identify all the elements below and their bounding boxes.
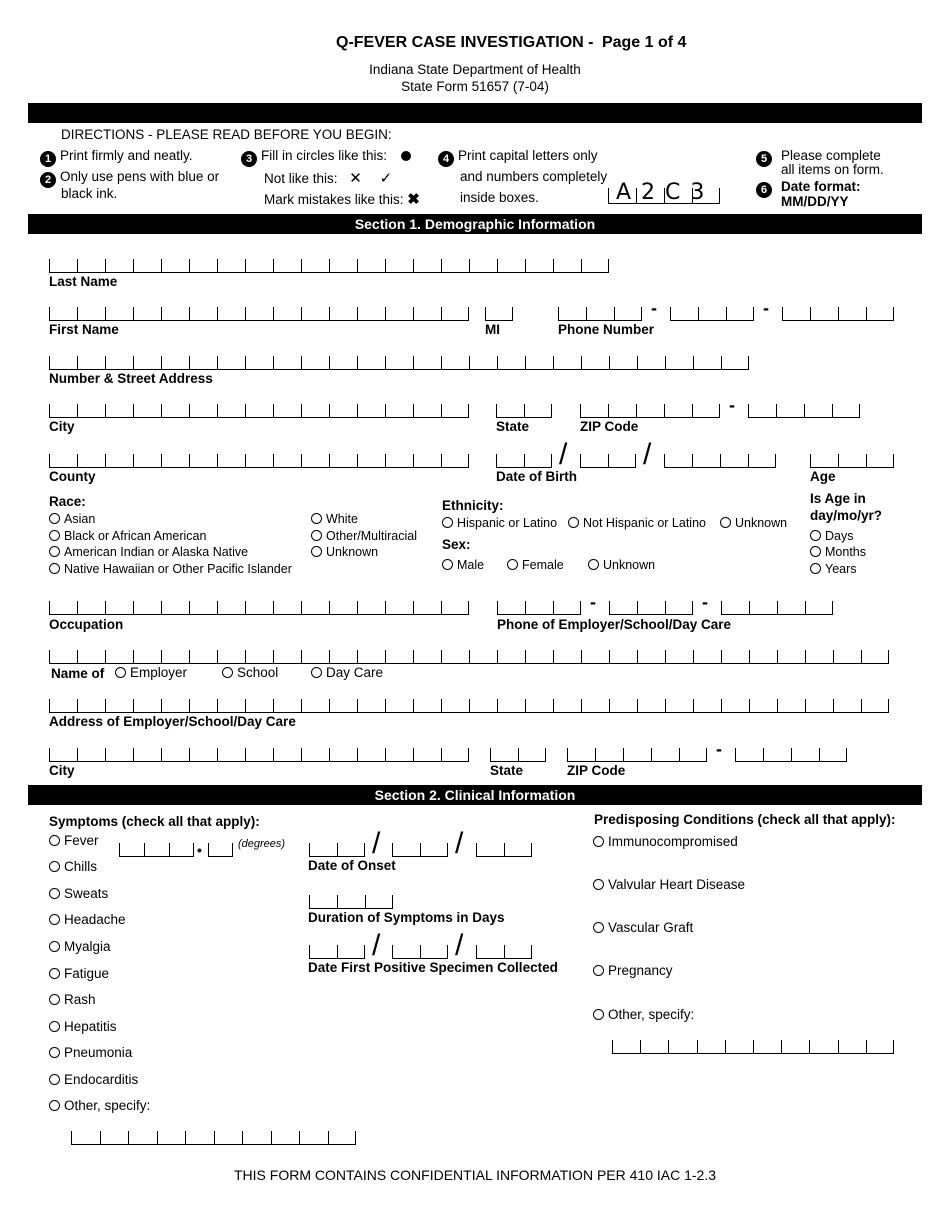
ethnicity-unknown-label: Unknown — [735, 516, 788, 530]
age-unit-months-label: Months — [825, 545, 866, 559]
radio-icon — [311, 667, 322, 678]
form-number: State Form 51657 (7-04) — [401, 79, 549, 94]
symptom-headache[interactable] — [49, 912, 126, 927]
page-indicator: Page 1 of 4 — [601, 34, 687, 51]
predisposing-label: Predisposing Conditions (check all that apply): — [594, 812, 896, 827]
direction-5-text-a: Please complete — [781, 148, 881, 163]
employer-zip-label: ZIP Code — [567, 763, 626, 778]
ethnicity-unknown[interactable] — [720, 516, 787, 530]
symptom-fatigue[interactable] — [49, 966, 109, 981]
phone-label: Phone Number — [558, 322, 655, 337]
phone-line-input[interactable] — [782, 307, 894, 321]
decimal-point: • — [197, 842, 202, 858]
direction-6-text-a: Date format: — [781, 179, 861, 194]
age-unit-months[interactable] — [810, 545, 866, 559]
predisposing-vascular-graft-label: Vascular Graft — [608, 920, 694, 935]
checkbox-circle-icon — [49, 994, 60, 1005]
filled-circle-icon — [401, 151, 411, 161]
name-of-daycare[interactable] — [311, 665, 383, 680]
last-name-label: Last Name — [49, 274, 118, 289]
zip-input[interactable] — [580, 404, 720, 418]
employer-phone-label: Phone of Employer/School/Day Care — [497, 617, 732, 632]
symptom-rash[interactable] — [49, 992, 96, 1007]
checkbox-circle-icon — [593, 879, 604, 890]
duration-label: Duration of Symptoms in Days — [308, 910, 505, 925]
dob-slash-1: / — [559, 438, 568, 471]
checkbox-circle-icon — [49, 1021, 60, 1032]
radio-icon — [222, 667, 233, 678]
radio-icon — [588, 559, 599, 570]
direction-3c — [264, 190, 420, 208]
radio-icon — [49, 563, 60, 574]
mi-label: MI — [485, 322, 500, 337]
race-asian[interactable] — [49, 512, 95, 526]
sex-unknown[interactable] — [588, 558, 655, 572]
fever-decimal-input[interactable] — [208, 843, 233, 857]
symptom-fatigue-label: Fatigue — [64, 966, 110, 981]
checkbox-circle-icon — [49, 835, 60, 846]
race-multiracial[interactable] — [311, 529, 417, 543]
race-pacific-islander-label: Native Hawaiian or Other Pacific Islander — [64, 562, 292, 576]
race-white-label: White — [326, 512, 358, 526]
symptom-chills-label: Chills — [64, 859, 98, 874]
mistake-mark-icon: ✖ — [407, 191, 420, 208]
num-3-icon: 3 — [241, 151, 257, 167]
radio-icon — [311, 530, 322, 541]
zip-ext-input[interactable] — [748, 404, 860, 418]
radio-icon — [115, 667, 126, 678]
city-label: City — [49, 419, 75, 434]
num-6-icon: 6 — [756, 182, 772, 198]
first-name-label: First Name — [49, 322, 119, 337]
radio-icon — [311, 546, 322, 557]
check-mark-icon: ✓ — [379, 170, 393, 187]
dob-day-input[interactable] — [580, 454, 636, 468]
sex-unknown-label: Unknown — [603, 558, 656, 572]
race-american-indian-label: American Indian or Alaska Native — [64, 545, 249, 559]
checkbox-circle-icon — [49, 1100, 60, 1111]
ethnicity-not-hispanic-label: Not Hispanic or Latino — [583, 516, 706, 530]
checkbox-circle-icon — [49, 861, 60, 872]
radio-icon — [568, 517, 579, 528]
agency-name: Indiana State Department of Health — [369, 62, 581, 77]
first-positive-slash-1: / — [372, 929, 381, 962]
symptom-fever[interactable] — [49, 833, 99, 848]
employer-zip-ext-input[interactable] — [735, 748, 847, 762]
predisposing-immunocompromised-label: Immunocompromised — [608, 834, 738, 849]
sex-female[interactable] — [507, 558, 564, 572]
direction-4c: inside boxes. — [460, 190, 539, 205]
state-label: State — [496, 419, 530, 434]
employer-address-label: Address of Employer/School/Day Care — [49, 714, 296, 729]
race-unknown[interactable] — [311, 545, 378, 559]
dob-slash-2: / — [643, 438, 652, 471]
duration-input[interactable] — [309, 895, 393, 909]
num-4-icon: 4 — [438, 151, 454, 167]
symptom-myalgia[interactable] — [49, 939, 111, 954]
direction-3b — [264, 169, 392, 187]
predisposing-pregnancy[interactable] — [593, 963, 673, 978]
employer-phone-dash-1: - — [590, 592, 596, 612]
race-black[interactable] — [49, 529, 206, 543]
dob-month-input[interactable] — [496, 454, 552, 468]
age-unit-label-1: Is Age in — [810, 491, 866, 506]
checkbox-circle-icon — [49, 941, 60, 952]
county-label: County — [49, 469, 96, 484]
direction-4 — [438, 148, 598, 167]
radio-icon — [311, 513, 322, 524]
checkbox-circle-icon — [593, 836, 604, 847]
race-asian-label: Asian — [64, 512, 96, 526]
symptom-hepatitis-label: Hepatitis — [64, 1019, 117, 1034]
employer-name-input[interactable] — [49, 650, 889, 664]
checkbox-circle-icon — [49, 1047, 60, 1058]
direction-2b: black ink. — [61, 186, 118, 201]
onset-day-input[interactable] — [392, 843, 448, 857]
predisposing-valvular-label: Valvular Heart Disease — [608, 877, 746, 892]
phone-dash-1: - — [651, 298, 657, 318]
employer-address-input[interactable] — [49, 699, 889, 713]
age-unit-days[interactable] — [810, 529, 853, 543]
form-title — [336, 34, 686, 52]
direction-2-text-a: Only use pens with blue or — [60, 169, 220, 184]
mi-input[interactable] — [485, 307, 513, 321]
employer-city-input[interactable] — [49, 748, 469, 762]
phone-dash-2: - — [763, 298, 769, 318]
race-black-label: Black or African American — [64, 529, 207, 543]
onset-slash-2: / — [455, 827, 464, 860]
symptom-other[interactable] — [49, 1098, 150, 1113]
checkbox-circle-icon — [49, 914, 60, 925]
symptom-rash-label: Rash — [64, 992, 96, 1007]
sex-female-label: Female — [522, 558, 564, 572]
street-address-label: Number & Street Address — [49, 371, 213, 386]
checkbox-circle-icon — [593, 965, 604, 976]
race-pacific-islander[interactable] — [49, 562, 292, 576]
sample-letters: A2C3 — [616, 180, 715, 205]
radio-icon — [49, 513, 60, 524]
zip-label: ZIP Code — [580, 419, 639, 434]
direction-1-text: Print firmly and neatly. — [60, 148, 193, 163]
radio-icon — [810, 563, 821, 574]
symptom-myalgia-label: Myalgia — [64, 939, 111, 954]
name-of-school[interactable] — [222, 665, 278, 680]
symptom-sweats-label: Sweats — [64, 886, 109, 901]
name-of-employer-label: Employer — [130, 665, 188, 680]
last-name-input[interactable] — [49, 259, 609, 273]
employer-phone-area-input[interactable] — [497, 601, 581, 615]
symptom-fever-label: Fever — [64, 833, 99, 848]
age-unit-label-2: day/mo/yr? — [810, 508, 883, 523]
first-positive-slash-2: / — [455, 929, 464, 962]
predisposing-vascular-graft[interactable] — [593, 920, 693, 935]
predisposing-immunocompromised[interactable] — [593, 834, 738, 849]
age-input[interactable] — [810, 454, 894, 468]
employer-state-label: State — [490, 763, 524, 778]
x-mark-icon: ✕ — [349, 170, 362, 187]
predisposing-valvular[interactable] — [593, 877, 745, 892]
radio-icon — [810, 530, 821, 541]
checkbox-circle-icon — [49, 1074, 60, 1085]
radio-icon — [720, 517, 731, 528]
onset-slash-1: / — [372, 827, 381, 860]
predisposing-other[interactable] — [593, 1007, 694, 1022]
occupation-input[interactable] — [49, 601, 469, 615]
ethnicity-hispanic-label: Hispanic or Latino — [457, 516, 558, 530]
predisposing-pregnancy-label: Pregnancy — [608, 963, 673, 978]
radio-icon — [49, 530, 60, 541]
direction-6b: MM/DD/YY — [781, 194, 849, 209]
num-5-icon: 5 — [756, 151, 772, 167]
age-unit-years-label: Years — [825, 562, 857, 576]
direction-5b: all items on form. — [781, 162, 884, 177]
zip-dash: - — [729, 395, 735, 415]
age-label: Age — [810, 469, 836, 484]
dob-year-input[interactable] — [664, 454, 776, 468]
section-1-header: Section 1. Demographic Information — [28, 214, 922, 234]
dob-label: Date of Birth — [496, 469, 577, 484]
race-white[interactable] — [311, 512, 358, 526]
symptom-hepatitis[interactable] — [49, 1019, 117, 1034]
race-label: Race: — [49, 494, 86, 509]
employer-phone-prefix-input[interactable] — [609, 601, 693, 615]
section-2-header: Section 2. Clinical Information — [28, 785, 922, 805]
state-input[interactable] — [496, 404, 552, 418]
age-unit-years[interactable] — [810, 562, 857, 576]
num-1-icon: 1 — [40, 151, 56, 167]
symptom-endocarditis[interactable] — [49, 1072, 138, 1087]
fever-degrees-input[interactable] — [119, 843, 194, 857]
direction-3 — [241, 148, 411, 167]
sex-label: Sex: — [442, 537, 471, 552]
checkbox-circle-icon — [593, 922, 604, 933]
symptom-headache-label: Headache — [64, 912, 126, 927]
symptoms-label: Symptoms (check all that apply): — [49, 814, 260, 829]
direction-3-text-b: Not like this: — [264, 171, 338, 186]
direction-4-text-a: Print capital letters only — [458, 148, 598, 163]
city-input[interactable] — [49, 404, 469, 418]
first-positive-month-input[interactable] — [309, 945, 365, 959]
name-of-employer[interactable] — [115, 665, 187, 680]
symptom-sweats[interactable] — [49, 886, 108, 901]
onset-year-input[interactable] — [476, 843, 532, 857]
street-address-input[interactable] — [49, 356, 749, 370]
employer-phone-line-input[interactable] — [721, 601, 833, 615]
predisposing-other-input[interactable] — [612, 1040, 894, 1054]
num-2-icon: 2 — [40, 172, 56, 188]
race-unknown-label: Unknown — [326, 545, 379, 559]
symptom-pneumonia[interactable] — [49, 1045, 132, 1060]
predisposing-other-label: Other, specify: — [608, 1007, 695, 1022]
direction-3-text-c: Mark mistakes like this: — [264, 192, 404, 207]
first-positive-day-input[interactable] — [392, 945, 448, 959]
ethnicity-not-hispanic[interactable] — [568, 516, 706, 530]
employer-zip-dash: - — [716, 739, 722, 759]
symptom-other-label: Other, specify: — [64, 1098, 151, 1113]
county-input[interactable] — [49, 454, 469, 468]
radio-icon — [442, 517, 453, 528]
employer-city-label: City — [49, 763, 75, 778]
checkbox-circle-icon — [49, 888, 60, 899]
direction-1 — [40, 148, 193, 167]
name-of-label: Name of — [51, 666, 105, 681]
first-name-input[interactable] — [49, 307, 469, 321]
radio-icon — [442, 559, 453, 570]
direction-4b: and numbers completely — [460, 169, 608, 184]
direction-3-text-a: Fill in circles like this: — [261, 148, 388, 163]
name-of-school-label: School — [237, 665, 279, 680]
form-title-text: Q-FEVER CASE INVESTIGATION - — [336, 34, 594, 51]
symptom-pneumonia-label: Pneumonia — [64, 1045, 133, 1060]
onset-month-input[interactable] — [309, 843, 365, 857]
race-multiracial-label: Other/Multiracial — [326, 529, 417, 543]
directions-title: DIRECTIONS - PLEASE READ BEFORE YOU BEGIN: — [61, 127, 392, 142]
sex-male[interactable] — [442, 558, 484, 572]
checkbox-circle-icon — [49, 968, 60, 979]
radio-icon — [49, 546, 60, 557]
header-bar — [28, 103, 922, 123]
occupation-label: Occupation — [49, 617, 124, 632]
sex-male-label: Male — [457, 558, 485, 572]
onset-label: Date of Onset — [308, 858, 396, 873]
degrees-hint: (degrees) — [238, 838, 286, 850]
ethnicity-label: Ethnicity: — [442, 498, 504, 513]
name-of-daycare-label: Day Care — [326, 665, 384, 680]
race-american-indian[interactable] — [49, 545, 248, 559]
age-unit-days-label: Days — [825, 529, 854, 543]
phone-area-input[interactable] — [558, 307, 642, 321]
symptom-endocarditis-label: Endocarditis — [64, 1072, 139, 1087]
radio-icon — [810, 546, 821, 557]
checkbox-circle-icon — [593, 1009, 604, 1020]
employer-zip-input[interactable] — [567, 748, 707, 762]
confidentiality-footer: THIS FORM CONTAINS CONFIDENTIAL INFORMATION PER 410 IAC 1-2.3 — [233, 1167, 717, 1183]
first-positive-label: Date First Positive Specimen Collected — [308, 960, 558, 975]
ethnicity-hispanic[interactable] — [442, 516, 557, 530]
radio-icon — [507, 559, 518, 570]
symptom-other-input[interactable] — [71, 1131, 356, 1145]
first-positive-year-input[interactable] — [476, 945, 532, 959]
symptom-chills[interactable] — [49, 859, 97, 874]
employer-phone-dash-2: - — [702, 592, 708, 612]
employer-state-input[interactable] — [490, 748, 546, 762]
phone-prefix-input[interactable] — [670, 307, 754, 321]
